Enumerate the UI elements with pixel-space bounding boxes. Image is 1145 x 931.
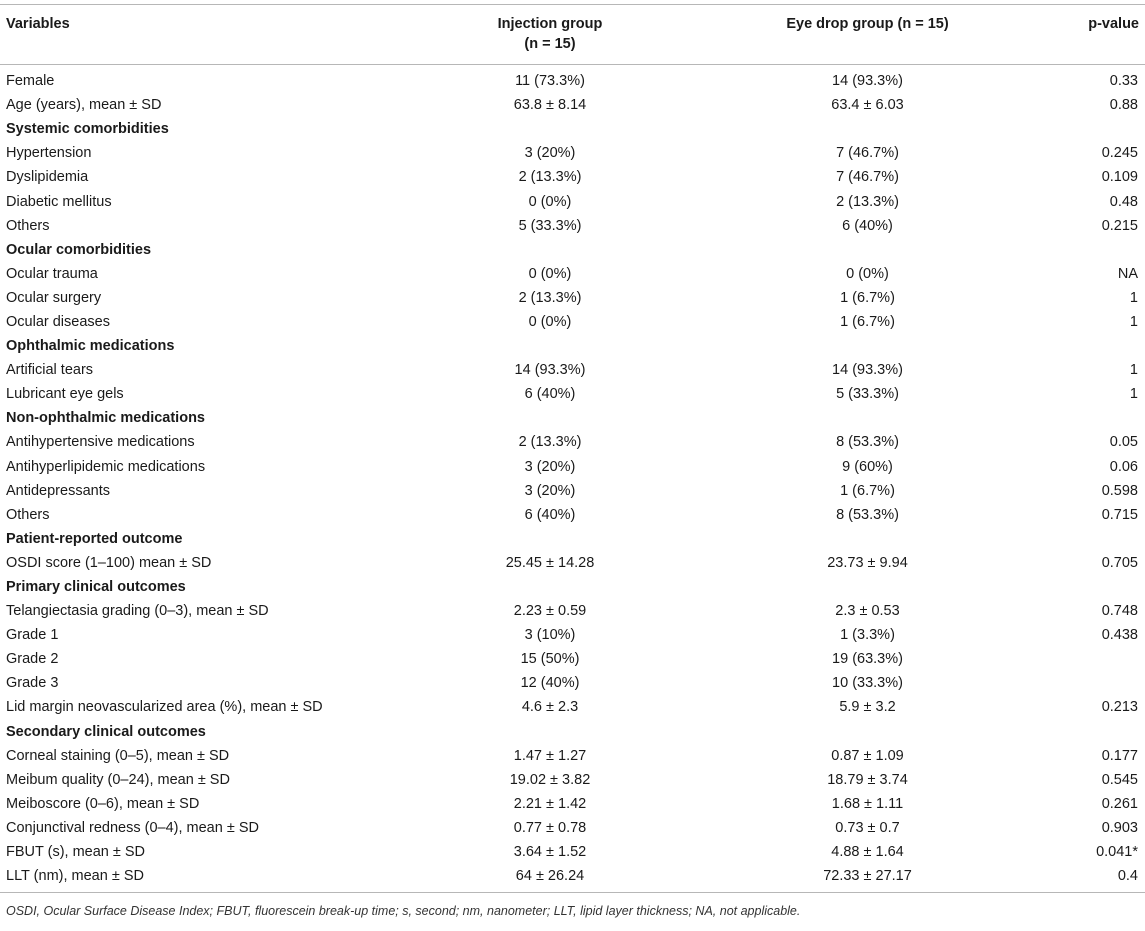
section-row [0, 117, 1145, 141]
p-value-cell: 0.261 [1101, 795, 1138, 812]
table-row [0, 382, 1145, 406]
p-value-cell: 0.4 [1055, 864, 1145, 893]
table-row [0, 262, 1145, 286]
table-row [0, 623, 1145, 647]
variable-cell: Meibum quality (0–24), mean ± SD [6, 771, 230, 788]
variable-cell: Grade 1 [6, 627, 59, 644]
baseline-characteristics-table [0, 4, 1145, 893]
eye-drop-cell: 0 (0%) [846, 265, 889, 282]
injection-cell: 2.21 ± 1.42 [513, 795, 587, 812]
injection-cell: 0 (0%) [528, 265, 572, 282]
injection-cell: 63.8 ± 8.14 [513, 97, 587, 114]
table-row [0, 65, 1145, 94]
table-body [0, 65, 1145, 893]
table-row [0, 671, 1145, 695]
table-row [0, 165, 1145, 189]
section-heading: Systemic comorbidities [6, 121, 169, 138]
table-row [0, 93, 1145, 117]
injection-cell: 0 (0%) [528, 313, 572, 330]
injection-cell: 5 (33.3%) [518, 217, 582, 234]
eye-drop-cell: 6 (40%) [842, 217, 893, 234]
section-row [0, 406, 1145, 430]
injection-cell: 2 (13.3%) [518, 434, 582, 451]
header-injection-group [420, 5, 680, 65]
section-heading: Secondary clinical outcomes [6, 723, 206, 740]
p-value-cell: 0.903 [1101, 819, 1138, 836]
eye-drop-cell: 5.9 ± 3.2 [839, 699, 896, 716]
injection-cell: 6 (40%) [524, 506, 576, 523]
injection-cell: 3 (20%) [524, 458, 576, 475]
eye-drop-cell: 10 (33.3%) [832, 675, 903, 692]
table-row [0, 744, 1145, 768]
p-value-cell: 0.041* [1096, 844, 1138, 861]
table-row [0, 430, 1145, 454]
eye-drop-cell: 1 (3.3%) [840, 627, 895, 644]
p-value-cell: 0.705 [1101, 554, 1138, 571]
eye-drop-cell: 19 (63.3%) [832, 651, 903, 668]
injection-cell: 11 (73.3%) [515, 73, 585, 90]
eye-drop-cell: 7 (46.7%) [836, 169, 899, 186]
variable-cell: Ocular trauma [6, 265, 98, 282]
table-row [0, 455, 1145, 479]
variable-cell: Grade 2 [6, 651, 59, 668]
eye-drop-cell: 2 (13.3%) [836, 193, 899, 210]
variable-cell: Conjunctival redness (0–4), mean ± SD [6, 819, 259, 836]
p-value-cell: 0.33 [1109, 73, 1138, 90]
section-heading: Ocular comorbidities [6, 241, 152, 258]
injection-cell: 2 (13.3%) [518, 289, 582, 306]
eye-drop-cell: 1 (6.7%) [840, 482, 895, 499]
table-row [0, 864, 1145, 893]
p-value-cell: 0.06 [1109, 458, 1138, 475]
p-value-cell [1055, 647, 1145, 671]
eye-drop-cell: 23.73 ± 9.94 [827, 554, 908, 571]
table-row [0, 647, 1145, 671]
injection-cell: 19.02 ± 3.82 [509, 771, 591, 788]
table-row [0, 695, 1145, 719]
injection-cell: 3 (20%) [524, 482, 576, 499]
injection-cell: 4.6 ± 2.3 [521, 699, 579, 716]
p-value-cell: 0.245 [1101, 145, 1138, 162]
p-value-cell: 0.748 [1101, 603, 1138, 620]
eye-drop-cell: 9 (60%) [842, 458, 893, 475]
variable-cell: Others [6, 506, 50, 523]
variable-cell: Meiboscore (0–6), mean ± SD [6, 795, 200, 812]
variable-cell: Age (years), mean ± SD [6, 97, 162, 114]
eye-drop-cell: 72.33 ± 27.17 [680, 864, 1055, 893]
table-row [0, 214, 1145, 238]
variable-cell: Antihyperlipidemic medications [6, 458, 206, 475]
injection-cell: 2.23 ± 0.59 [513, 603, 587, 620]
p-value-cell: 0.215 [1101, 217, 1138, 234]
table-row [0, 310, 1145, 334]
p-value-cell: 0.598 [1101, 482, 1138, 499]
table-row [0, 768, 1145, 792]
section-heading: Patient-reported outcome [6, 530, 183, 547]
p-value-cell: 0.213 [1101, 699, 1138, 716]
injection-cell: 0 (0%) [528, 193, 572, 210]
p-value-cell: 0.05 [1109, 434, 1138, 451]
table-row [0, 358, 1145, 382]
header-variables: Variables [0, 5, 420, 65]
p-value-cell: 0.109 [1101, 169, 1138, 186]
p-value-cell: 1 [1129, 362, 1138, 379]
eye-drop-cell: 14 (93.3%) [832, 362, 903, 379]
p-value-cell [1055, 671, 1145, 695]
p-value-cell: 0.438 [1101, 627, 1138, 644]
injection-cell: 14 (93.3%) [514, 362, 586, 379]
variable-cell: Diabetic mellitus [6, 193, 112, 210]
section-heading: Primary clinical outcomes [6, 579, 186, 596]
variable-cell: Antihypertensive medications [6, 434, 195, 451]
header-p-value: p-value [1055, 5, 1145, 65]
eye-drop-cell: 4.88 ± 1.64 [831, 844, 904, 861]
eye-drop-cell: 1.68 ± 1.11 [831, 795, 904, 812]
table-row [0, 599, 1145, 623]
variable-cell: FBUT (s), mean ± SD [6, 844, 146, 861]
table-row [0, 551, 1145, 575]
eye-drop-cell: 1 (6.7%) [840, 313, 895, 330]
eye-drop-cell: 7 (46.7%) [836, 145, 899, 162]
injection-cell: 1.47 ± 1.27 [513, 747, 587, 764]
eye-drop-cell: 1 (6.7%) [840, 289, 895, 306]
eye-drop-cell: 14 (93.3%) [832, 73, 903, 90]
header-injection-label: Injection group [497, 16, 603, 32]
p-value-cell: 1 [1129, 386, 1138, 403]
variable-cell: Corneal staining (0–5), mean ± SD [6, 747, 230, 764]
injection-cell: 6 (40%) [524, 386, 576, 403]
injection-cell: 25.45 ± 14.28 [505, 554, 595, 571]
eye-drop-cell: 8 (53.3%) [836, 506, 899, 523]
section-row [0, 575, 1145, 599]
p-value-cell: 0.715 [1101, 506, 1138, 523]
eye-drop-cell: 18.79 ± 3.74 [827, 771, 908, 788]
eye-drop-cell: 0.87 ± 1.09 [831, 747, 904, 764]
header-injection-n: (n = 15) [524, 36, 576, 52]
table-row [0, 479, 1145, 503]
table-row [0, 141, 1145, 165]
header-eye-drop-group: Eye drop group (n = 15) [680, 5, 1055, 65]
table-row [0, 286, 1145, 310]
p-value-cell: 0.177 [1101, 747, 1138, 764]
injection-cell: 15 (50%) [520, 651, 580, 668]
variable-cell: LLT (nm), mean ± SD [0, 864, 420, 893]
injection-cell: 2 (13.3%) [518, 169, 582, 186]
table-header [0, 5, 1145, 65]
section-row [0, 527, 1145, 551]
variable-cell: Grade 3 [6, 675, 59, 692]
variable-cell: Artificial tears [6, 362, 94, 379]
p-value-cell: 1 [1129, 289, 1138, 306]
section-heading: Non-ophthalmic medications [6, 410, 205, 427]
eye-drop-cell: 2.3 ± 0.53 [835, 603, 900, 620]
variable-cell: OSDI score (1–100) mean ± SD [6, 554, 212, 571]
eye-drop-cell: 0.73 ± 0.7 [835, 819, 900, 836]
p-value-cell: 1 [1129, 313, 1138, 330]
table-row [0, 503, 1145, 527]
table-row [0, 840, 1145, 864]
variable-cell: Ocular surgery [6, 289, 102, 306]
header-row [0, 5, 1145, 65]
variable-cell: Dyslipidemia [6, 169, 89, 186]
p-value-cell: 0.48 [1109, 193, 1138, 210]
injection-cell: 64 ± 26.24 [420, 864, 680, 893]
table-row [0, 792, 1145, 816]
variable-cell: Hypertension [6, 145, 92, 162]
variable-cell: Lubricant eye gels [6, 386, 124, 403]
eye-drop-cell: 5 (33.3%) [836, 386, 899, 403]
table-footnote: OSDI, Ocular Surface Disease Index; FBUT, fluorescein break-up time; s, second; nm, nanometer; LLT, lipid layer thickness; NA, not applicable. [6, 904, 801, 918]
injection-cell: 3 (20%) [524, 145, 576, 162]
variable-cell: Telangiectasia grading (0–3), mean ± SD [6, 603, 269, 620]
variable-cell: Female [6, 73, 55, 90]
variable-cell: Antidepressants [6, 482, 110, 499]
p-value-cell: NA [1117, 265, 1138, 282]
section-row [0, 238, 1145, 262]
injection-cell: 3.64 ± 1.52 [513, 844, 587, 861]
section-row [0, 720, 1145, 744]
section-row [0, 334, 1145, 358]
eye-drop-cell: 63.4 ± 6.03 [831, 97, 904, 114]
injection-cell: 12 (40%) [520, 675, 580, 692]
injection-cell: 0.77 ± 0.78 [513, 819, 587, 836]
p-value-cell: 0.88 [1109, 97, 1138, 114]
injection-cell: 3 (10%) [524, 627, 576, 644]
variable-cell: Lid margin neovascularized area (%), mean ± SD [6, 699, 323, 716]
table-row [0, 816, 1145, 840]
eye-drop-cell: 8 (53.3%) [836, 434, 899, 451]
section-heading: Ophthalmic medications [6, 338, 175, 355]
p-value-cell: 0.545 [1101, 771, 1138, 788]
variable-cell: Ocular diseases [6, 313, 110, 330]
table-row [0, 189, 1145, 213]
variable-cell: Others [6, 217, 50, 234]
